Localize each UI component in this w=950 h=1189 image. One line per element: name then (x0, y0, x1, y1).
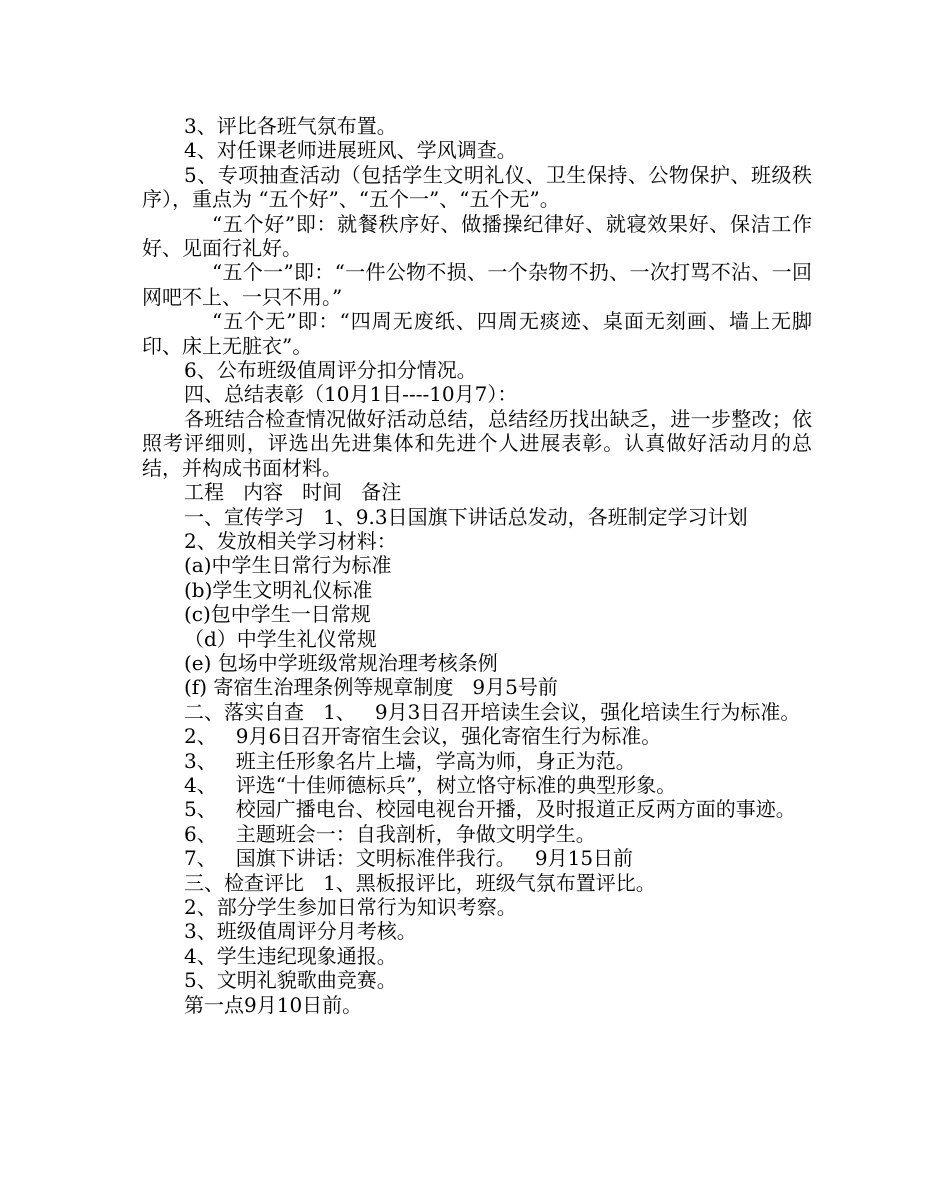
paragraph: (b)学生文明礼仪标准 (184, 577, 373, 602)
paragraph: “五个好”即：就餐秩序好、做播操纪律好、就寝效果好、保洁工作好、见面行礼好。 (142, 211, 812, 261)
paragraph: 2、部分学生参加日常行为知识考察。 (184, 895, 517, 919)
paragraph: 5、文明礼貌歌曲竞赛。 (184, 968, 397, 993)
paragraph: 一、宣传学习 1、9.3日国旗下讲话总发动，各班制定学习计划 (184, 504, 748, 529)
paragraph: 6、 主题班会一：自我剖析，争做文明学生。 (184, 821, 596, 846)
paragraph: 3、 班主任形象名片上墙，学高为师，身正为范。 (184, 748, 636, 773)
paragraph: 7、 国旗下讲话：文明标准伴我行。 9月15日前 (184, 846, 634, 871)
paragraph: “五个一”即：“一件公物不损、一个杂物不扔、一次打骂不沾、一回网吧不上、一只不用。” (142, 260, 812, 309)
paragraph: 三、检查评比 1、黑板报评比，班级气氛布置评比。 (184, 870, 656, 895)
paragraph: 3、评比各班气氛布置。 (184, 114, 397, 138)
paragraph: 四、总结表彰（10月1日----10月7）： (184, 382, 518, 407)
paragraph: (a)中学生日常行为标准 (184, 553, 392, 578)
paragraph: 4、 评选“十佳师德标兵”，树立恪守标准的典型形象。 (184, 772, 677, 797)
paragraph: 2、发放相关学习材料： (184, 528, 397, 553)
paragraph: 各班结合检查情况做好活动总结，总结经历找出缺乏，进一步整改；依照考评细则，评选出先进集体和先进个人进展表彰。认真做好活动月的总结，并构成书面材料。 (142, 406, 812, 480)
paragraph: 第一点9月10日前。 (184, 992, 363, 1017)
paragraph: 工程 内容 时间 备注 (184, 480, 402, 505)
paragraph: 4、学生违纪现象通报。 (184, 943, 397, 968)
paragraph: 5、专项抽查活动（包括学生文明礼仪、卫生保持、公物保护、班级秩序），重点为 “五个好”、“五个一”、“五个无”。 (142, 162, 812, 212)
paragraph: “五个无”即：“四周无废纸、四周无痰迹、桌面无刻画、墙上无脚印、床上无脏衣”。 (142, 309, 812, 358)
paragraph: 3、班级值周评分月考核。 (184, 919, 417, 944)
paragraph: （d）中学生礼仪常规 (184, 626, 377, 651)
paragraph: 4、对任课老师进展班风、学风调查。 (184, 138, 517, 163)
document-body (142, 114, 812, 1017)
paragraph: (c)包中学生一日常规 (184, 602, 371, 627)
paragraph: (e) 包场中学班级常规治理考核条例 (184, 650, 498, 675)
paragraph: 5、 校园广播电台、校园电视台开播，及时报道正反两方面的事迹。 (184, 797, 796, 822)
paragraph: 二、落实自查 1、 9月3日召开培读生会议，强化培读生行为标准。 (184, 699, 801, 724)
paragraph: 2、 9月6日召开寄宿生会议，强化寄宿生行为标准。 (184, 724, 662, 749)
paragraph: (f) 寄宿生治理条例等规章制度 9月5号前 (184, 675, 558, 700)
paragraph: 6、公布班级值周评分扣分情况。 (184, 358, 477, 383)
